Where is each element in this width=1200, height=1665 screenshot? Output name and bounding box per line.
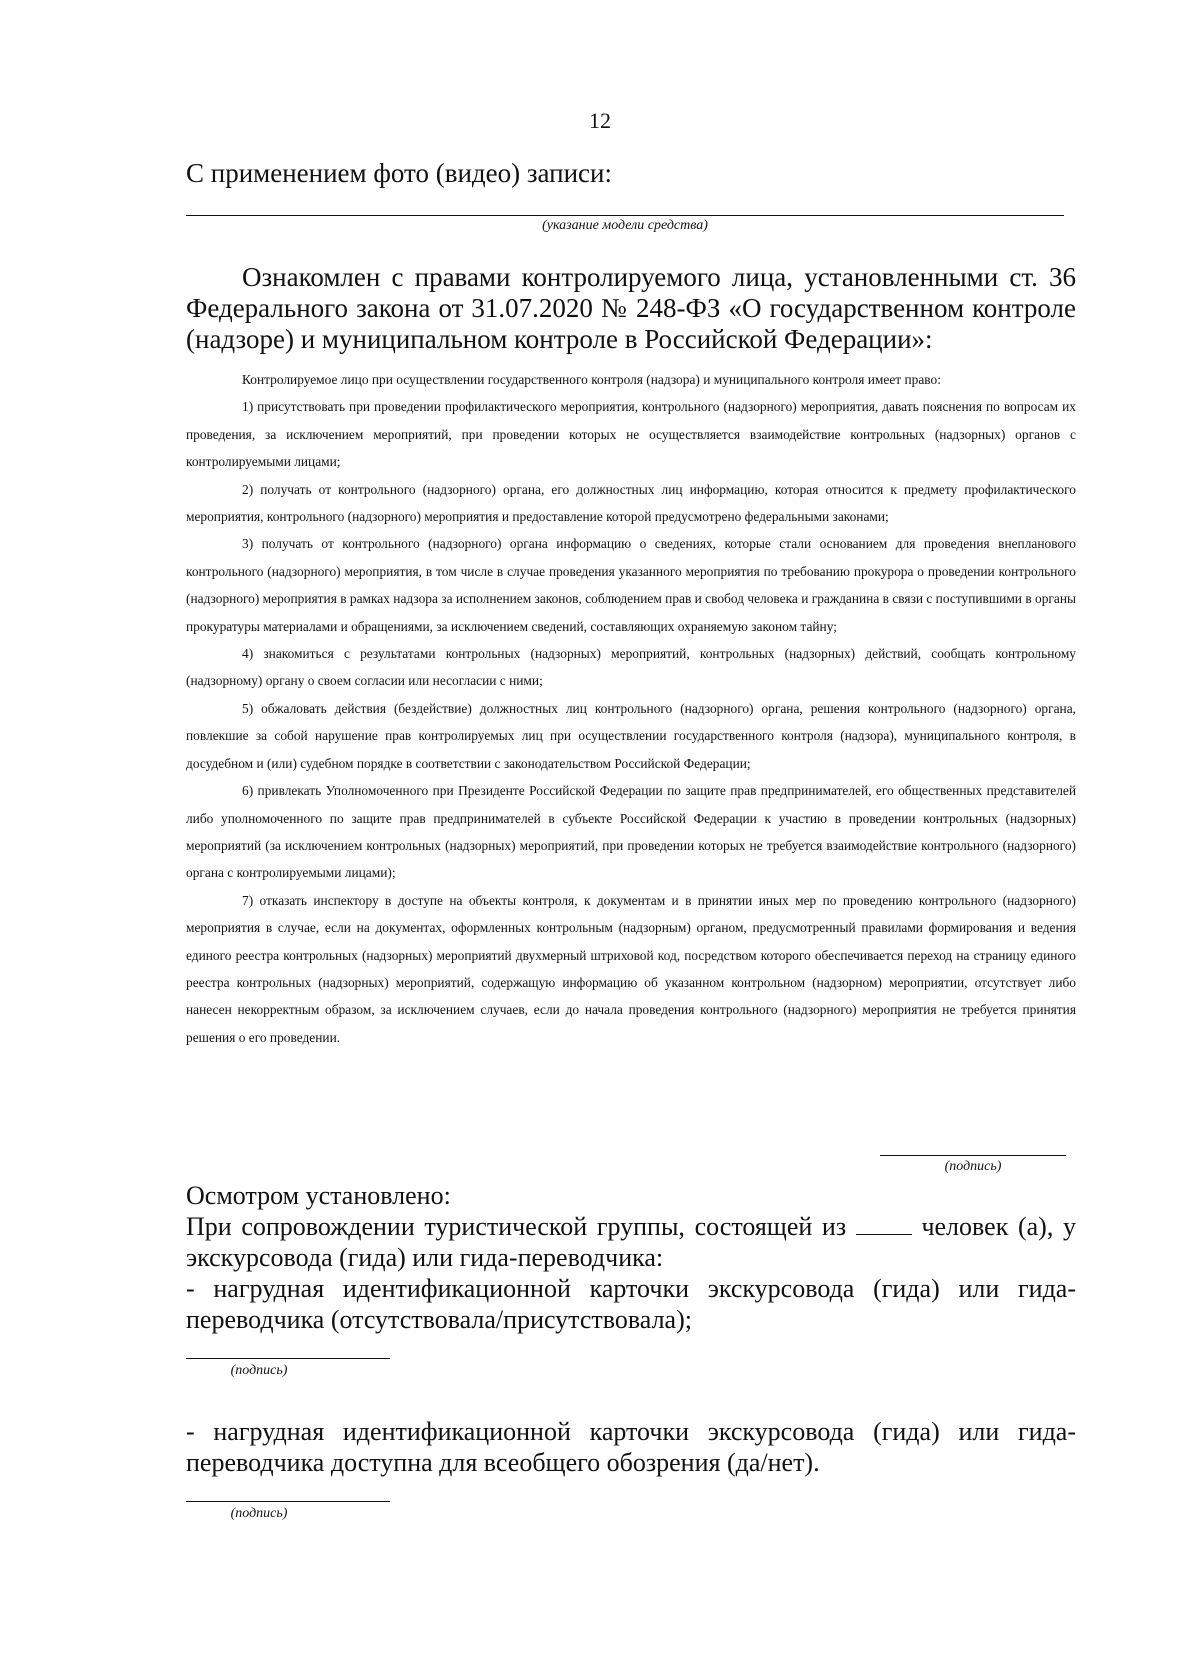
inspection-findings: [186, 1180, 1076, 1335]
rights-item: 1) присутствовать при проведении профилактического мероприятия, контрольного (надзорного) мероприятия, давать пояснения по вопросам их проведения, за исключением мероприятий, при проведении которых не осуществляется взаимодействие контрольных (надзорных) органов с контролируемыми лицами;: [186, 399, 1076, 470]
group-size-text-after: человек (а), у экскурсовода (гида) или гида-переводчика:: [186, 1212, 1076, 1272]
badge-visibility-item: - нагрудная идентификационной карточки экскурсовода (гида) или гида-переводчика доступна для всеобщего обозрения (да/нет).: [186, 1417, 1076, 1477]
group-size-statement: [186, 1211, 1076, 1273]
rights-intro: Контролируемое лицо при осуществлении государственного контроля (надзора) и муниципального контроля имеет право:: [242, 372, 941, 387]
signature-line[interactable]: [186, 1501, 390, 1502]
signature-caption: (подпись): [944, 1159, 1002, 1174]
signature-caption: (подпись): [230, 1363, 288, 1378]
rights-list: [186, 366, 1076, 1051]
badge-presence-item: - нагрудная идентификационной карточки экскурсовода (гида) или гида-переводчика (отсутствовала/присутствовала);: [186, 1274, 1076, 1334]
signature-line[interactable]: [880, 1155, 1066, 1156]
rights-item: 3) получать от контрольного (надзорного) органа информацию о сведениях, которые стали основанием для проведения внепланового контрольного (надзорного) мероприятия, в том числе в случае проведения указанного мероприятия по требованию прокурора о проведении контрольного (надзорного) мероприятия в рамках надзора за исполнением законов, соблюдением прав и свобод человека и гражданина в связи с поступившими в органы прокуратуры материалами и обращениями, за исключением сведений, составляющих охраняемую законом тайну;: [186, 536, 1076, 634]
recording-device-caption: (указание модели средства): [542, 218, 708, 233]
inspection-heading: Осмотром установлено:: [186, 1181, 451, 1210]
group-size-text-before: При сопровождении туристической группы, состоящей из: [186, 1212, 847, 1241]
rights-item: 2) получать от контрольного (надзорного) органа, его должностных лиц информацию, которая относится к предмету профилактического мероприятия, контрольного (надзорного) мероприятия и предоставление которой предусмотрено федеральными законами;: [186, 481, 1076, 525]
signature-line[interactable]: [186, 1358, 390, 1359]
recording-heading: С применением фото (видео) записи:: [186, 158, 612, 188]
page-number: 12: [589, 108, 611, 133]
rights-item: 6) привлекать Уполномоченного при Президенте Российской Федерации по защите прав предпринимателей, его общественных представителей либо уполномоченного по защите прав предпринимателей в субъекте Российской Федерации к участию в проведении контрольных (надзорных) мероприятий (за исключением контрольных (надзорных) мероприятий, при проведении которых не требуется взаимодействие контрольного (надзорного) органа с контролируемыми лицами);: [186, 783, 1076, 881]
group-size-blank[interactable]: [856, 1212, 912, 1235]
rights-item: 5) обжаловать действия (бездействие) должностных лиц контрольного (надзорного) органа, решения контрольного (надзорного) органа, повлекшие за собой нарушение прав контролируемых лиц при осуществлении государственного контроля (надзора), муниципального контроля, в досудебном и (или) судебном порядке в соответствии с законодательством Российской Федерации;: [186, 700, 1076, 771]
recording-device-line[interactable]: [186, 215, 1064, 216]
rights-item: 7) отказать инспектору в доступе на объекты контроля, к документам и в принятии иных мер по проведению контрольного (надзорного) мероприятия в случае, если на документах, оформленных контрольным (надзорным) органом, предусмотренный правилами формирования и ведения единого реестра контрольных (надзорных) мероприятий двухмерный штриховой код, посредством которого обеспечивается переход на страницу единого реестра контрольных (надзорных) мероприятий, содержащую информацию об указанном контрольном (надзорном) мероприятии, отсутствует либо нанесен некорректным образом, за исключением случаев, если до начала проведения контрольного (надзорного) мероприятия не требуется принятия решения о его проведении.: [186, 892, 1076, 1045]
rights-item: 4) знакомиться с результатами контрольных (надзорных) мероприятий, контрольных (надзорных) действий, сообщать контрольному (надзорному) органу о своем согласии или несогласии с ними;: [186, 646, 1076, 689]
acknowledgement-text: Ознакомлен с правами контролируемого лица, установленными ст. 36 Федерального закона от 31.07.2020 № 248-ФЗ «О государственном контроле (надзоре) и муниципальном контроле в Российской Федерации»:: [186, 262, 1076, 354]
signature-caption: (подпись): [230, 1506, 288, 1521]
